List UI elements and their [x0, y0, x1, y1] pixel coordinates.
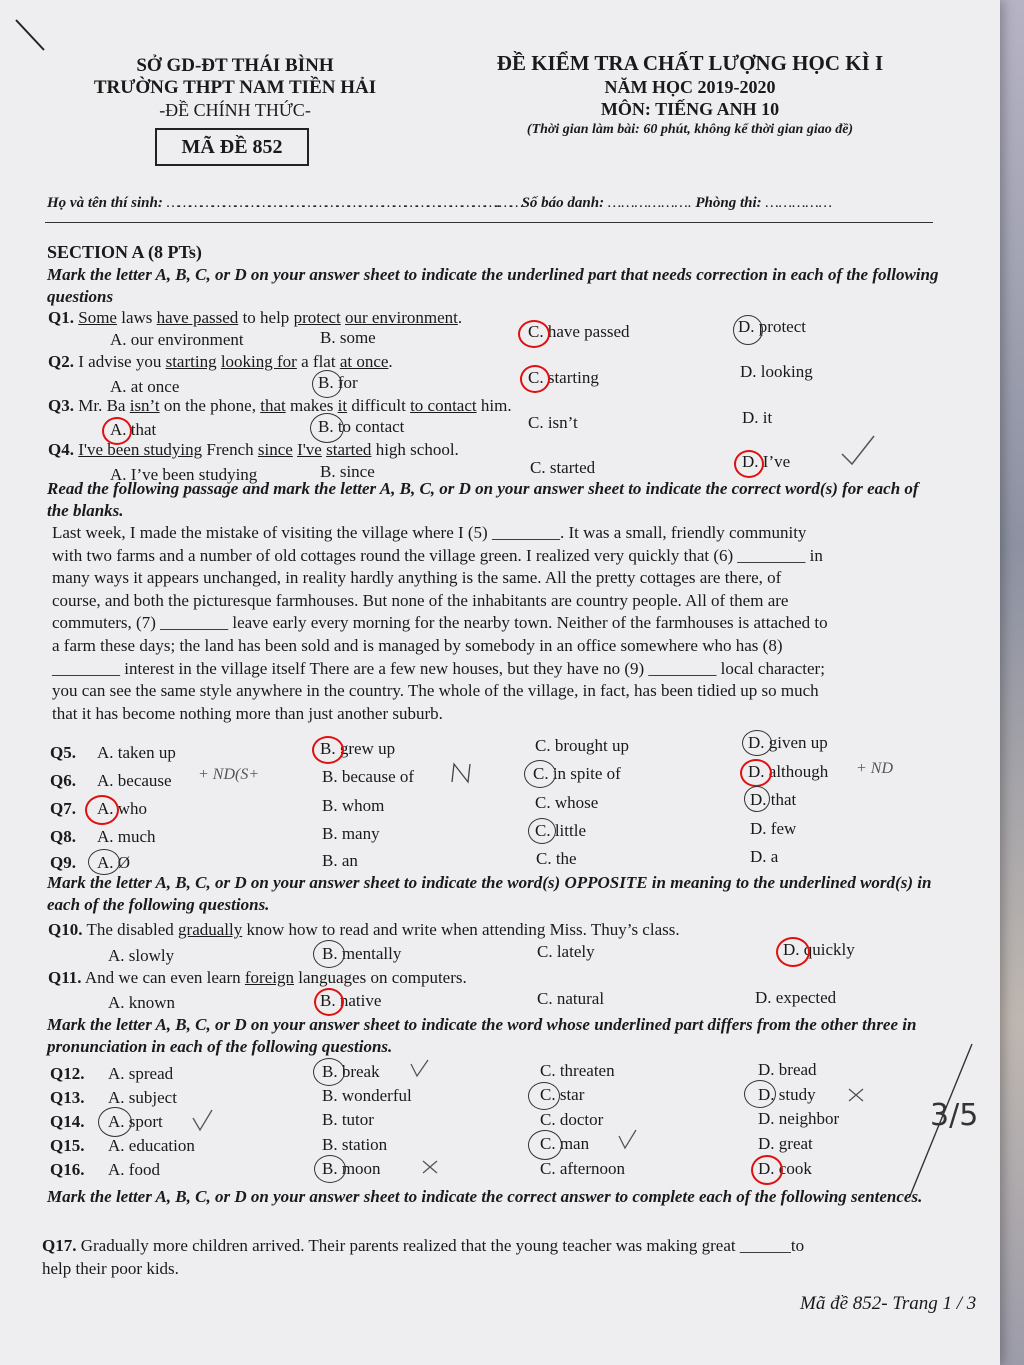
sbd-dots: ……………….	[607, 195, 692, 211]
q7-option-c[interactable]: C. whose	[535, 793, 599, 812]
pen-circle	[313, 940, 345, 968]
pen-circle	[524, 760, 556, 788]
pen-circle	[314, 1155, 346, 1183]
q3-option-b[interactable]: B. to contact	[318, 417, 405, 436]
answer-circle	[520, 365, 550, 393]
question-q11: Q11. And we can even learn foreign languages on computers.	[48, 968, 467, 987]
page-footer: Mã đề 852- Trang 1 / 3	[800, 1293, 977, 1314]
handwritten-note: + ND	[856, 760, 894, 777]
q5-option-c[interactable]: C. brought up	[535, 736, 629, 755]
q7-option-d[interactable]: D. that	[750, 790, 797, 809]
department-name: SỞ GD-ĐT THÁI BÌNH	[136, 55, 334, 76]
pen-circle	[742, 730, 772, 756]
section-title: SECTION A (8 PTs)	[47, 242, 202, 262]
q14-option-b[interactable]: B. tutor	[322, 1110, 374, 1129]
q4-option-d[interactable]: D. I’ve	[742, 452, 791, 471]
q5-number: Q5.	[50, 743, 76, 762]
q15-number: Q15.	[50, 1136, 85, 1155]
pen-circle	[528, 1082, 560, 1110]
passage-line: many ways it appears unchanged, in reality hardly anything is the same. All the pretty cottages are there, of	[52, 568, 782, 588]
q15-option-d[interactable]: D. great	[758, 1134, 813, 1153]
question-q2: Q2. I advise you starting looking for a flat at once.	[48, 352, 393, 371]
name-label: Họ và tên thí sinh:	[47, 195, 163, 211]
check-mark-icon	[408, 1058, 432, 1080]
q12-number: Q12.	[50, 1064, 85, 1083]
q10-option-a[interactable]: A. slowly	[108, 946, 175, 965]
q11-number: Q11.	[48, 968, 82, 987]
q10-option-b[interactable]: B. mentally	[322, 944, 402, 963]
passage-line: a farm these days; the land has been sold and is managed by somebody in an office somewhere who has (8)	[52, 635, 783, 655]
time-note: (Thời gian làm bài: 60 phút, không kể thời gian giao đề)	[526, 122, 854, 137]
q5-option-d[interactable]: D. given up	[748, 733, 828, 752]
pen-circle	[528, 818, 556, 844]
q1-option-c[interactable]: C. have passed	[528, 322, 630, 341]
q9-option-b[interactable]: B. an	[322, 851, 358, 870]
passage-line: that it has become nothing more than just another suburb.	[52, 703, 443, 723]
q14-option-a[interactable]: A. sport	[108, 1112, 163, 1131]
q12-option-c[interactable]: C. threaten	[540, 1061, 615, 1080]
q2-option-d[interactable]: D. looking	[740, 362, 813, 381]
passage-line: commuters, (7) ________ leave early every morning for the nearby town. Neither of the farmhouses is attached to	[52, 613, 828, 633]
answer-circle	[734, 450, 764, 478]
q13-number: Q13.	[50, 1088, 85, 1107]
pen-circle	[528, 1130, 562, 1160]
check-mark-icon	[838, 432, 878, 468]
room-label: Phòng thi:	[695, 195, 762, 211]
q8-number: Q8.	[50, 827, 76, 846]
cross-mark-icon	[420, 1158, 440, 1176]
q1-option-a[interactable]: A. our environment	[110, 330, 244, 349]
pen-circle	[744, 1080, 776, 1108]
q6-option-b[interactable]: B. because of	[322, 767, 415, 786]
q3-number: Q3.	[48, 396, 74, 415]
q7-option-b[interactable]: B. whom	[322, 796, 385, 815]
question-q10: Q10. The disabled gradually know how to read and write when attending Miss. Thuy’s class.	[48, 920, 680, 939]
q7-number: Q7.	[50, 799, 76, 818]
pen-circle	[744, 786, 770, 812]
q9-option-d[interactable]: D. a	[750, 847, 779, 866]
answer-circle	[751, 1155, 783, 1185]
school-year: NĂM HỌC 2019-2020	[604, 77, 776, 97]
q10-option-c[interactable]: C. lately	[537, 942, 595, 961]
fabric-background	[998, 0, 1024, 1365]
q12-option-d[interactable]: D. bread	[758, 1060, 817, 1079]
pen-circle	[313, 1058, 345, 1086]
answer-circle	[740, 759, 772, 787]
pen-circle	[310, 413, 344, 443]
pen-circle	[312, 370, 342, 398]
check-mark-icon	[616, 1128, 640, 1152]
q2-option-a[interactable]: A. at once	[110, 377, 180, 396]
q8-option-d[interactable]: D. few	[750, 819, 797, 838]
question-q3: Q3. Mr. Ba isn’t on the phone, that makes it difficult to contact him.	[48, 396, 512, 415]
q15-option-a[interactable]: A. education	[108, 1136, 195, 1155]
handwritten-score: 3/5	[930, 1098, 979, 1133]
q1-number: Q1.	[48, 308, 74, 327]
pen-circle	[733, 315, 763, 345]
q17-number: Q17.	[42, 1236, 77, 1255]
n-scribble-icon	[448, 760, 474, 786]
answer-circle	[314, 988, 344, 1016]
passage-line: ________ interest in the village itself There are a few new houses, but they have no (9) ________ local character;	[52, 658, 825, 678]
q17-line2: help their poor kids.	[42, 1259, 179, 1278]
instruction-5: Mark the letter A, B, C, or D on your answer sheet to indicate the correct answer to complete each of the following sentences.	[47, 1187, 923, 1206]
q16-option-b[interactable]: B. moon	[322, 1159, 381, 1178]
q6-option-c[interactable]: C. in spite of	[533, 764, 621, 783]
candidate-info	[47, 195, 932, 212]
q6-option-d[interactable]: D. although	[748, 762, 829, 781]
question-q17	[42, 1236, 804, 1256]
q11-option-a[interactable]: A. known	[108, 993, 176, 1012]
q9-option-c[interactable]: C. the	[536, 849, 577, 868]
q8-option-c[interactable]: C. little	[535, 821, 586, 840]
q6-option-a[interactable]: A. because	[97, 771, 172, 790]
header-divider	[45, 222, 933, 223]
q2-option-b[interactable]: B. for	[318, 373, 358, 392]
passage-line: with two farms and a number of old cottages round the village green. I realized very quickly that (6) ________ in	[52, 545, 823, 565]
q9-number: Q9.	[50, 853, 76, 872]
q5-option-a[interactable]: A. taken up	[97, 743, 176, 762]
official-label: -ĐỀ CHÍNH THỨC-	[159, 100, 311, 120]
q10-option-d[interactable]: D. quickly	[783, 940, 855, 959]
answer-circle	[85, 795, 119, 825]
handwritten-note: + ND(S+	[198, 766, 260, 783]
passage-line: course, and both the picturesque farmhouses. But none of the inhabitants are country people. All of them are	[52, 590, 789, 610]
school-header	[70, 55, 400, 121]
instruction-3: Mark the letter A, B, C, or D on your answer sheet to indicate the word(s) OPPOSITE in meaning to the underlined word(s) in each of the following questions.	[47, 873, 932, 914]
exam-code: MÃ ĐỀ 852	[155, 128, 309, 166]
q13-option-a[interactable]: A. subject	[108, 1088, 177, 1107]
q13-option-d[interactable]: D. study	[758, 1085, 816, 1104]
q3-option-a[interactable]: A. that	[110, 420, 157, 439]
sbd-label: Số báo danh:	[521, 195, 605, 211]
q16-option-c[interactable]: C. afternoon	[540, 1159, 625, 1178]
q12-option-a[interactable]: A. spread	[108, 1064, 174, 1083]
q8-option-b[interactable]: B. many	[322, 824, 380, 843]
q14-number: Q14.	[50, 1112, 85, 1131]
answer-circle	[776, 937, 810, 967]
instruction-2: Read the following passage and mark the letter A, B, C, or D on your answer sheet to indicate the correct word(s) for each of the blanks.	[47, 479, 919, 520]
q2-number: Q2.	[48, 352, 74, 371]
q13-option-c[interactable]: C. star	[540, 1085, 585, 1104]
q14-option-c[interactable]: C. doctor	[540, 1110, 604, 1129]
q13-option-b[interactable]: B. wonderful	[322, 1086, 412, 1105]
q4-option-a[interactable]: A. I’ve been studying	[110, 465, 258, 484]
name-dots: ……………………………………………………………………………..……	[166, 195, 522, 211]
q8-option-a[interactable]: A. much	[97, 827, 156, 846]
q15-option-c[interactable]: C. man	[540, 1134, 590, 1153]
corner-pen-stroke	[14, 18, 48, 54]
room-dots: ……………	[765, 195, 833, 211]
q11-option-b[interactable]: B. native	[320, 991, 382, 1010]
q9-option-a[interactable]: A. Ø	[97, 853, 131, 872]
q4-option-b[interactable]: B. since	[320, 462, 375, 481]
q3-option-d[interactable]: D. it	[742, 408, 773, 427]
question-q1: Q1. Some laws have passed to help protect our environment.	[48, 308, 463, 327]
school-name: TRƯỜNG THPT NAM TIỀN HẢI	[93, 77, 377, 98]
q1-option-d[interactable]: D. protect	[738, 317, 806, 336]
q17-line1: Gradually more children arrived. Their parents realized that the young teacher was making great ______to	[80, 1236, 805, 1255]
passage-line: you can see the same style anywhere in the country. The whole of the village, in fact, has been tidied up so much	[52, 681, 819, 701]
pen-circle	[98, 1107, 132, 1137]
q12-option-b[interactable]: B. break	[322, 1062, 380, 1081]
pen-circle	[88, 849, 120, 875]
instruction-1: Mark the letter A, B, C, or D on your answer sheet to indicate the underlined part that needs correction in each of the following questions	[47, 265, 939, 306]
exam-title: ĐỀ KIỂM TRA CHẤT LƯỢNG HỌC KÌ I	[496, 51, 884, 75]
subject: MÔN: TIẾNG ANH 10	[600, 99, 780, 119]
q11-option-c[interactable]: C. natural	[537, 989, 605, 1008]
exam-header	[460, 50, 920, 140]
answer-circle	[102, 417, 132, 445]
answer-circle	[312, 736, 344, 764]
q5-option-b[interactable]: B. grew up	[320, 739, 396, 758]
q1-option-b[interactable]: B. some	[320, 328, 376, 347]
passage-line: Last week, I made the mistake of visiting the village where I (5) ________. It was a small, friendly community	[52, 523, 807, 542]
q2-option-c[interactable]: C. starting	[528, 368, 599, 387]
q15-option-b[interactable]: B. station	[322, 1135, 388, 1154]
answer-circle	[518, 320, 550, 348]
reading-passage	[52, 522, 980, 725]
q7-option-a[interactable]: A. who	[97, 799, 148, 818]
q16-option-d[interactable]: D. cook	[758, 1159, 812, 1178]
check-mark-icon	[190, 1108, 216, 1134]
q16-option-a[interactable]: A. food	[108, 1160, 160, 1179]
question-q4: Q4. I've been studying French since I've started high school.	[48, 440, 459, 459]
q16-number: Q16.	[50, 1160, 85, 1179]
q6-number: Q6.	[50, 771, 76, 790]
instruction-4: Mark the letter A, B, C, or D on your answer sheet to indicate the word whose underlined part differs from the other three in pronunciation in each of the following questions.	[47, 1015, 917, 1056]
q4-option-c[interactable]: C. started	[530, 458, 596, 477]
q3-option-c[interactable]: C. isn’t	[528, 413, 578, 432]
q10-number: Q10.	[48, 920, 83, 939]
q14-option-d[interactable]: D. neighbor	[758, 1109, 840, 1128]
q4-number: Q4.	[48, 440, 74, 459]
q11-option-d[interactable]: D. expected	[755, 988, 837, 1007]
cross-mark-icon	[846, 1086, 866, 1104]
